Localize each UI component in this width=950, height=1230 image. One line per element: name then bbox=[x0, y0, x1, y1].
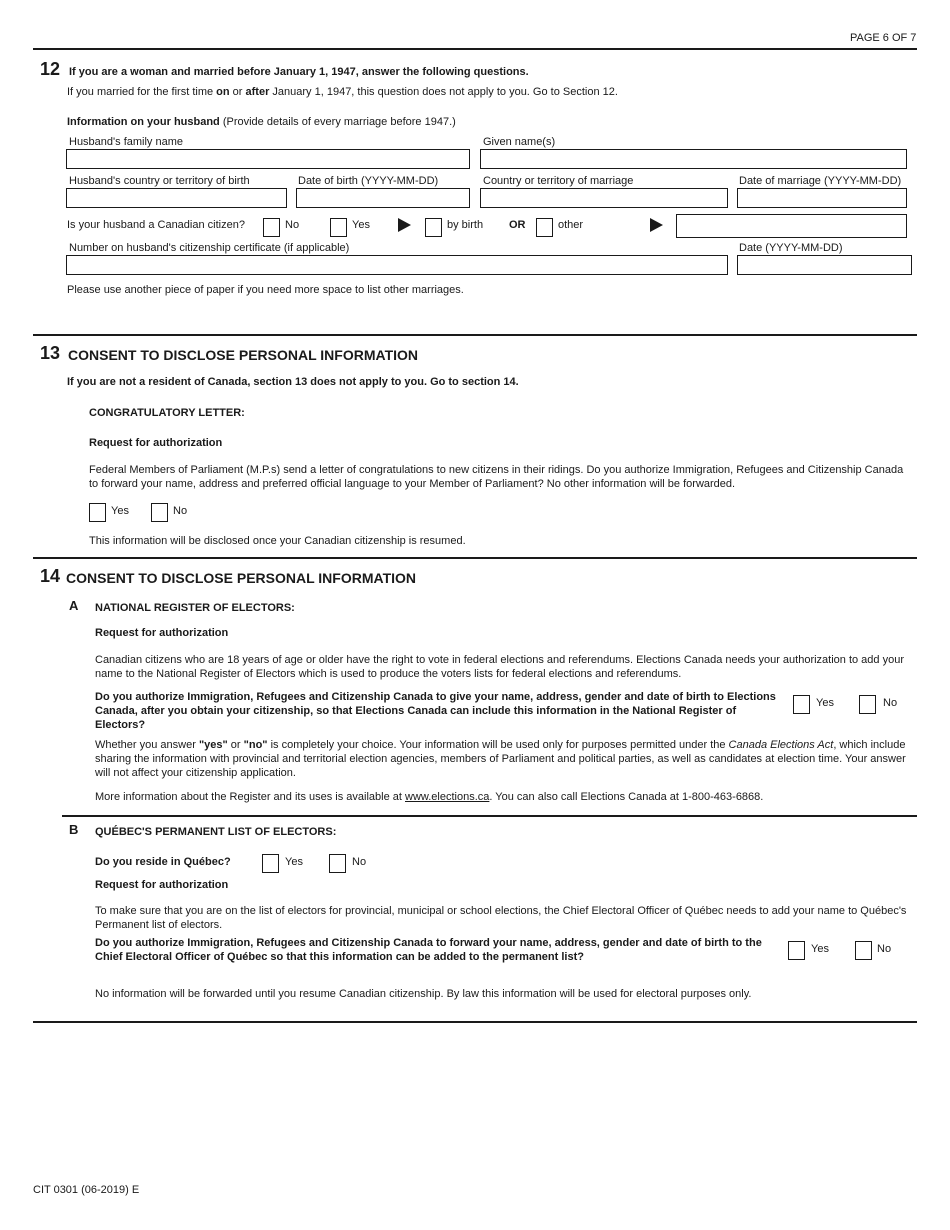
citizen-yes-checkbox[interactable] bbox=[330, 218, 347, 237]
husband-country-label: Husband's country or territory of birth bbox=[69, 175, 250, 187]
register-no-label: No bbox=[883, 697, 898, 709]
congrat-yes-checkbox[interactable] bbox=[89, 503, 106, 522]
resident-note: If you are not a resident of Canada, section 13 does not apply to you. Go to section 14. bbox=[67, 376, 519, 388]
citizen-no-checkbox[interactable] bbox=[263, 218, 280, 237]
congrat-paragraph: Federal Members of Parliament (M.P.s) send a letter of congratulations to new citizens in their ridings. Do you authorize Immigration, Refugees and Citizenship Canada to forward your name, address and preferred official language to your Member of Parliament? No other information will be forwarded. bbox=[89, 464, 904, 490]
register-yes-checkbox[interactable] bbox=[793, 695, 810, 714]
divider bbox=[33, 557, 917, 559]
register-paragraph: Canadian citizens who are 18 years of age or older have the right to vote in federal elections and referendums. Elections Canada needs your authorization to add your name to the National Register of Electors which is used to produce the voters lists for federal elections and referendums. bbox=[95, 654, 904, 680]
request-heading: Request for authorization bbox=[95, 627, 229, 639]
quebec-no-label: No bbox=[877, 943, 892, 955]
more-info-note: More information about the Register and its uses is available at www.elections.ca. You can also call Elections Canada at 1-800-463-6868. bbox=[95, 791, 764, 803]
other-checkbox[interactable] bbox=[536, 218, 553, 237]
quebec-no-checkbox[interactable] bbox=[855, 941, 872, 960]
husband-family-name-label: Husband's family name bbox=[69, 136, 183, 148]
marriage-country-input[interactable] bbox=[480, 188, 728, 208]
arrow-right-icon bbox=[398, 218, 411, 232]
quebec-question: Do you authorize Immigration, Refugees and Citizenship Canada to forward your name, address, gender and date of birth to the Chief Electoral Officer of Québec so that this information can be added to the permanent list? bbox=[95, 937, 762, 963]
reside-yes-checkbox[interactable] bbox=[262, 854, 279, 873]
marriage-date-input[interactable] bbox=[737, 188, 907, 208]
reside-yes-label: Yes bbox=[285, 856, 303, 868]
husband-info-heading: Information on your husband (Provide details of every marriage before 1947.) bbox=[67, 116, 456, 128]
register-heading: NATIONAL REGISTER OF ELECTORS: bbox=[95, 602, 295, 614]
marriage-country-label: Country or territory of marriage bbox=[483, 175, 634, 187]
citizen-no-label: No bbox=[285, 219, 300, 231]
by-birth-label: by birth bbox=[447, 219, 484, 231]
register-yes-label: Yes bbox=[816, 697, 834, 709]
by-birth-checkbox[interactable] bbox=[425, 218, 442, 237]
form-code: CIT 0301 (06-2019) E bbox=[33, 1184, 140, 1196]
final-note: No information will be forwarded until you resume Canadian citizenship. By law this information will be used for electoral purposes only. bbox=[95, 988, 752, 1000]
congrat-no-checkbox[interactable] bbox=[151, 503, 168, 522]
congrat-yes-label: Yes bbox=[111, 505, 129, 517]
cert-date-input[interactable] bbox=[737, 255, 912, 275]
cert-number-label: Number on husband's citizenship certificate (if applicable) bbox=[69, 242, 350, 254]
elections-link[interactable]: www.elections.ca bbox=[405, 791, 490, 803]
husband-family-name-input[interactable] bbox=[66, 149, 470, 169]
quebec-heading: QUÉBEC'S PERMANENT LIST OF ELECTORS: bbox=[95, 826, 337, 838]
citizen-question: Is your husband a Canadian citizen? bbox=[67, 219, 245, 231]
section-13-number: 13 bbox=[40, 343, 61, 363]
husband-country-input[interactable] bbox=[66, 188, 287, 208]
section-14-title: CONSENT TO DISCLOSE PERSONAL INFORMATION bbox=[66, 570, 417, 586]
section-12-heading: If you are a woman and married before January 1, 1947, answer the following questions. bbox=[69, 66, 529, 78]
quebec-paragraph: To make sure that you are on the list of electors for provincial, municipal or school elections, the Chief Electoral Officer of Québec needs to add your name to Québec's Permanent list of electors. bbox=[95, 905, 907, 931]
subsection-b-letter: B bbox=[69, 822, 79, 837]
reside-no-label: No bbox=[352, 856, 367, 868]
request-heading: Request for authorization bbox=[95, 879, 229, 891]
reside-question: Do you reside in Québec? bbox=[95, 856, 231, 868]
or-label: OR bbox=[509, 219, 526, 231]
dob-label: Date of birth (YYYY-MM-DD) bbox=[298, 175, 439, 187]
cert-number-input[interactable] bbox=[66, 255, 728, 275]
more-space-note: Please use another piece of paper if you need more space to list other marriages. bbox=[67, 284, 464, 296]
section-12-note: If you married for the first time on or after January 1, 1947, this question does not apply to you. Go to Section 12. bbox=[67, 86, 618, 98]
request-heading: Request for authorization bbox=[89, 437, 223, 449]
arrow-right-icon bbox=[650, 218, 663, 232]
divider bbox=[62, 815, 917, 817]
congrat-heading: CONGRATULATORY LETTER: bbox=[89, 407, 245, 419]
section-13-title: CONSENT TO DISCLOSE PERSONAL INFORMATION bbox=[68, 347, 419, 363]
page-number: PAGE 6 OF 7 bbox=[850, 32, 917, 44]
citizen-yes-label: Yes bbox=[352, 219, 370, 231]
marriage-date-label: Date of marriage (YYYY-MM-DD) bbox=[739, 175, 902, 187]
congrat-no-label: No bbox=[173, 505, 188, 517]
quebec-yes-label: Yes bbox=[811, 943, 829, 955]
other-label: other bbox=[558, 219, 584, 231]
cert-date-label: Date (YYYY-MM-DD) bbox=[739, 242, 843, 254]
dob-input[interactable] bbox=[296, 188, 470, 208]
section-12-number: 12 bbox=[40, 59, 61, 79]
quebec-yes-checkbox[interactable] bbox=[788, 941, 805, 960]
choice-paragraph: Whether you answer "yes" or "no" is completely your choice. Your information will be used only for purposes permitted under the Canada Elections Act, which include sharing the information with provincial and territorial election agencies, members of Parliament and political parties, as well as candidates at election time. Your answer will not affect your citizenship application. bbox=[95, 739, 906, 779]
divider bbox=[33, 334, 917, 336]
register-question: Do you authorize Immigration, Refugees and Citizenship Canada to give your name, address, gender and date of birth to Elections Canada, after you obtain your citizenship, so that Elections Canada can include this information in the National Register of Electors? bbox=[95, 691, 776, 731]
disclosed-note: This information will be disclosed once your Canadian citizenship is resumed. bbox=[89, 535, 466, 547]
subsection-a-letter: A bbox=[69, 598, 79, 613]
divider bbox=[33, 48, 917, 50]
reside-no-checkbox[interactable] bbox=[329, 854, 346, 873]
section-14-number: 14 bbox=[40, 566, 61, 586]
given-names-label: Given name(s) bbox=[483, 136, 556, 148]
register-no-checkbox[interactable] bbox=[859, 695, 876, 714]
given-names-input[interactable] bbox=[480, 149, 907, 169]
divider bbox=[33, 1021, 917, 1023]
other-details-input[interactable] bbox=[676, 214, 907, 238]
